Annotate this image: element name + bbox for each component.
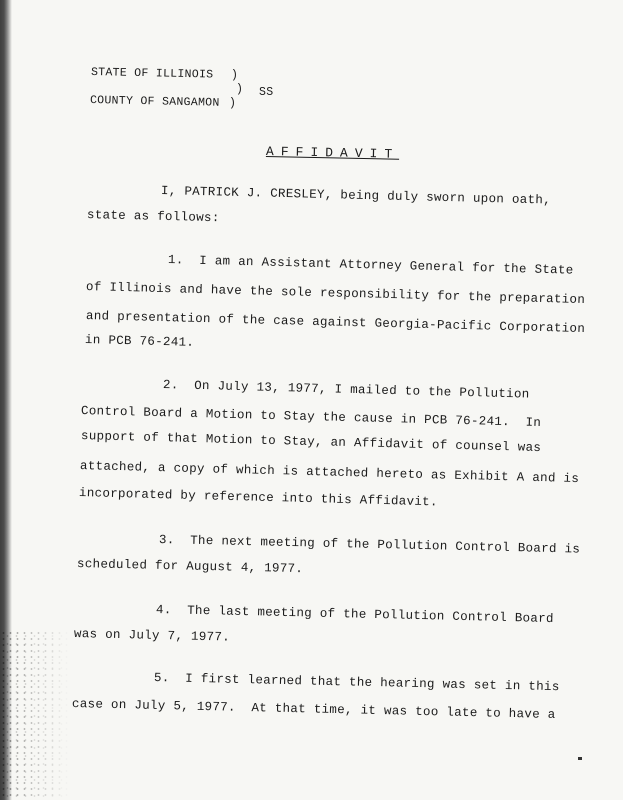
para-1-line-4: in PCB 76-241. xyxy=(84,333,195,350)
venue-state: STATE OF ILLINOIS xyxy=(90,66,214,82)
para-4-line-2: was on July 7, 1977. xyxy=(73,627,231,645)
venue-paren-bottom: ) xyxy=(229,97,237,110)
para-2-line-5: incorporated by reference into this Affidavit. xyxy=(78,486,438,510)
para-1-line-3: and presentation of the case against Georgia-Pacific Corporation xyxy=(85,309,586,337)
para-1-line-2: of Illinois and have the sole responsibility for the preparation xyxy=(85,280,586,308)
intro-line-2: state as follows: xyxy=(86,208,220,226)
para-2-line-4: attached, a copy of which is attached hereto as Exhibit A and is xyxy=(79,459,580,487)
document-title: AFFIDAVIT xyxy=(265,144,400,162)
scan-mark xyxy=(578,757,582,760)
para-5-line-2: case on July 5, 1977. At that time, it was too late to have a xyxy=(71,697,556,722)
intro-line-1: I, PATRICK J. CRESLEY, being duly sworn upon oath, xyxy=(160,184,552,208)
para-2-line-2: Control Board a Motion to Stay the cause in PCB 76-241. In xyxy=(80,404,542,431)
para-4-line-1: 4. The last meeting of the Pollution Control Board xyxy=(155,603,554,627)
scan-speckle xyxy=(0,630,70,800)
para-3-line-1: 3. The next meeting of the Pollution Control Board is xyxy=(158,533,581,557)
venue-county: COUNTY OF SANGAMON xyxy=(89,94,220,110)
venue-ss: SS xyxy=(259,86,274,99)
para-2-line-1: 2. On July 13, 1977, I mailed to the Pollution xyxy=(162,378,530,402)
venue-paren-top: ) xyxy=(231,69,239,82)
para-5-line-1: 5. I first learned that the hearing was set in this xyxy=(153,671,560,695)
para-1-line-1: 1. I am an Assistant Attorney General for the State xyxy=(167,253,574,278)
para-3-line-2: scheduled for August 4, 1977. xyxy=(76,557,304,577)
para-2-line-3: support of that Motion to Stay, an Affidavit of counsel was xyxy=(80,429,542,456)
venue-paren-mid: ) xyxy=(236,83,244,96)
